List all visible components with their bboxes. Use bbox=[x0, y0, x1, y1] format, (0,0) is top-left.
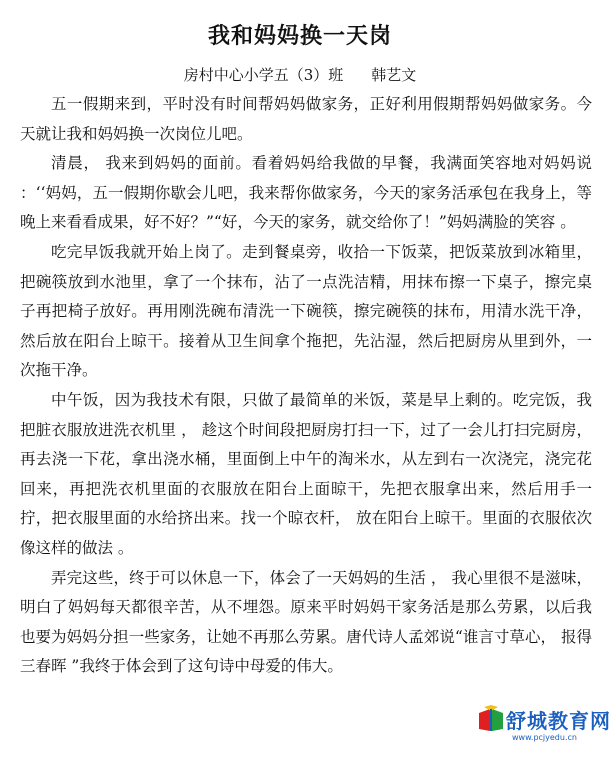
paragraph: 中午饭，因为我技术有限，只做了最简单的米饭，菜是早上剩的。吃完饭，我把脏衣服放进洗衣机里 ， 趁这个时间段把厨房打扫一下，过了一会儿打扫完厨房，再去浇一下花，拿出浇水桶，里面倒上中午的淘米水，从左到右一次浇完，浇完花回来，再把洗衣机里面的衣服放在阳台上面晾干，先把衣服拿出来，然后用手一拧，把衣服里面的水给挤出来。找一个晾衣杆， 放在阳台上晾干。里面的衣服依次像这样的做法 。 bbox=[20, 390, 592, 557]
site-watermark bbox=[476, 703, 611, 751]
paragraph: 弄完这些，终于可以休息一下，体会了一天妈妈的生活 ， 我心里很不是滋味，明白了妈妈每天都很辛苦，从不埋怨。原来平时妈妈干家务活是那么劳累，以后我也要为妈妈分担一些家务，让她不再那么劳累。唐代诗人孟郊说“谁言寸草心， 报得三春晖 ”我终于体会到了这句诗中母爱的伟大。 bbox=[20, 568, 592, 676]
paragraph: 吃完早饭我就开始上岗了。走到餐桌旁，收拾一下饭菜，把饭菜放到冰箱里，把碗筷放到水池里，拿了一个抹布，沾了一点洗洁精，用抹布擦一下桌子，擦完桌子再把椅子放好。再用刚洗碗布清洗一下碗筷，擦完碗筷的抹布，用清水洗干净，然后放在阳台上晾干。接着从卫生间拿个拖把，先沾湿，然后把厨房从里到外，一次拖干净。 bbox=[20, 242, 592, 380]
watermark-site-name: 舒城教育网 bbox=[506, 709, 611, 733]
watermark-url: www.pcjyedu.cn bbox=[512, 733, 577, 742]
essay-body bbox=[20, 90, 592, 682]
school-class: 房村中心小学五（3）班 bbox=[183, 66, 344, 84]
author-name: 韩艺文 bbox=[371, 66, 417, 84]
paragraph: 清晨， 我来到妈妈的面前。看着妈妈给我做的早餐，我满面笑容地对妈妈说 ：‘‘妈妈，五一假期你歇会儿吧，我来帮你做家务，今天的家务活承包在我身上，等晚上来看看成果，好不好？”“好，今天的家务，就交给你了！”妈妈满脸的笑容 。 bbox=[20, 154, 592, 232]
essay-title: 我和妈妈换一天岗 bbox=[207, 24, 392, 49]
book-logo-icon bbox=[476, 705, 506, 735]
byline bbox=[0, 64, 600, 86]
paragraph: 五一假期来到，平时没有时间帮妈妈做家务，正好利用假期帮妈妈做家务。今天就让我和妈妈换一次岗位儿吧。 bbox=[20, 95, 592, 143]
